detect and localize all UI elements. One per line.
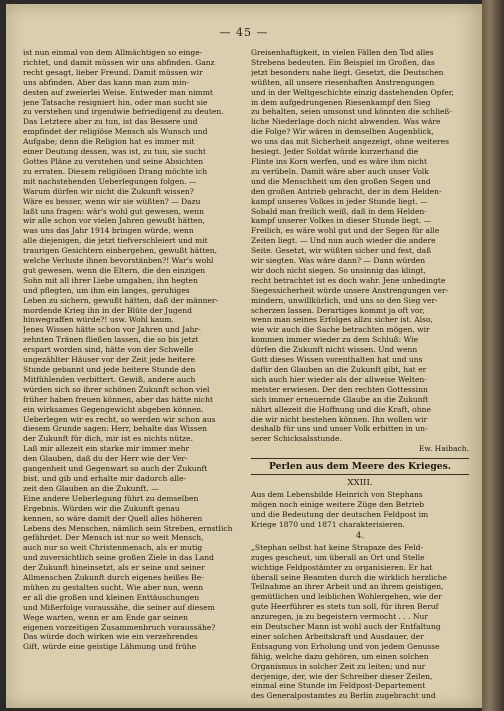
text-line: einer Deutung dessen, was ist, zu tun, sie sucht <box>23 147 206 157</box>
text-line: Aus dem Lebensbilde Heinrich von Stephans <box>251 490 423 500</box>
text-line: und in der Weltgeschichte einzig dastehenden Opfer, <box>251 87 454 97</box>
section-number: XXIII. <box>347 478 373 489</box>
text-line: serer Schicksalsstunde. <box>251 434 342 444</box>
text-line: er all die großen und kleinen Enttäuschungen <box>23 592 200 602</box>
text-line: ungezählter Häuser vor der Zeit jede heitere <box>23 355 196 365</box>
text-line: empfindet der religiöse Mensch als Wunsch und <box>23 127 208 137</box>
text-line: hinwegraffen würde?! usw. Wohl kaum. <box>23 315 174 325</box>
text-line: Das Letztere aber zu tun, ist das Bessere und <box>23 117 198 127</box>
text-line: und die Bedeutung der deutschen Feldpost im <box>251 509 429 519</box>
text-line: Freilich, es wäre wohl gut und der Segen für alle <box>251 226 440 236</box>
text-line: die Folge? Wir wären in demselben Augenblick, <box>251 127 434 137</box>
text-line: zu verübeln. Damit wäre aber auch unser Volk <box>251 166 429 176</box>
author-signature: Ew. Haibach. <box>418 444 469 454</box>
text-line: wichtige Feldpostämter zu organisieren. Er hat <box>251 562 433 572</box>
page-number: — 45 — <box>219 26 269 39</box>
text-line: Gottes Pläne zu verstehen und seine Absichten <box>23 156 204 166</box>
text-line: zuges gescheut, um überall an Ort und Stelle <box>251 552 425 562</box>
text-line: Organismus in solcher Zeit zu leiten; und nur <box>251 661 426 671</box>
text-line: dürfen die Zukunft nicht wissen. Und wenn <box>251 345 418 355</box>
text-line: derjenige, der, wie der Schreiber dieser Zeilen, <box>251 671 433 681</box>
text-line: ein Deutscher Mann ist wohl auch der Entfaltung <box>251 622 441 632</box>
right-column <box>251 48 469 701</box>
text-line: Stunde gebannt und jede heitere Stunde den <box>23 365 196 374</box>
text-line: „Stephan selbst hat keine Strapaze des Feld- <box>251 542 424 552</box>
text-line: anzuregen, ja zu begeistern vermocht . . . Nur <box>251 612 428 622</box>
text-line: nährt allezeit die Hoffnung und die Kraft, ohne <box>251 404 431 414</box>
text-line: würden sich so ihrer schönen Zukunft schon viel <box>23 384 210 394</box>
text-line: deshalb für uns und unser Volk erbitten in un- <box>251 424 428 434</box>
text-line: gut gewesen, wenn die Eltern, die den einzigen <box>23 265 206 275</box>
text-line: kampf unseres Volkes in jeder Stunde liegt. — <box>251 196 428 206</box>
text-line: zeit den Glauben an die Zukunft. — <box>23 483 159 493</box>
text-line: ist nun einmal von dem Allmächtigen so einge- <box>23 48 203 57</box>
text-line: Teilnahme an ihrer Arbeit und an ihrem geistigen, <box>251 582 444 592</box>
text-line: wir siegten. Was wäre dann? — Dann würden <box>251 256 426 266</box>
text-line: Mitfühlenden verbittert. Gewiß, andere auch <box>23 374 196 384</box>
text-line: und pflegten, um ihm ein langes, geruhiges <box>23 285 190 295</box>
text-line: der Zukunft hineinsetzt, als er seine und seiner <box>23 563 205 573</box>
text-line: den Glauben, daß du der Herr wie der Ver- <box>23 454 188 464</box>
text-line: Wäre es besser, wenn wir sie wüßten? — Dazu <box>23 196 201 206</box>
text-line: den großen Antrieb gebracht, der in dem Helden- <box>251 186 442 196</box>
text-line: meister erwiesen. Der den rechten Gottessinn <box>251 384 428 394</box>
text-line: der Zukunft für dich, mir ist es nichts nütze. <box>23 434 194 444</box>
text-line: auch nur so weit Christenmensch, als er mutig <box>23 543 203 553</box>
text-line: Wege warten, wenn er am Ende gar seinen <box>23 612 188 622</box>
text-line: in dem aufgedrungenen Riesenkampf den Sieg <box>251 97 431 107</box>
text-line: recht gesagt, lieber Freund. Damit müssen wir <box>23 67 203 77</box>
text-line: Entsagung von Erholung und von jedem Genusse <box>251 641 440 651</box>
text-line: welche Verluste ihnen bevorstänben?! War's wohl <box>23 256 214 266</box>
text-line: Sobald man freilich weiß, daß in dem Helden- <box>251 206 427 216</box>
text-line: erspart worden sind, hätte von der Schwelle <box>23 345 194 355</box>
text-line: und Mißerfolge voraussähe, die seiner auf diesem <box>23 602 215 612</box>
text-line: zu behalten, seien umsonst und könnten die schließ- <box>251 107 453 117</box>
text-line: früher haben freuen können, aber das hätte nicht <box>23 394 214 404</box>
section-intro <box>251 490 469 530</box>
text-line: Zeiten liegt. — Und nun auch wieder die andere <box>251 236 436 246</box>
text-line: gemütlichen und leiblichen Wohlergehen, wie der <box>251 592 442 602</box>
text-line: Greisenhaftigkeit, in vielen Fällen den Tod alles <box>251 48 434 57</box>
text-line: desten auf zweierlei Weise. Entweder man nimmt <box>23 87 213 97</box>
text-line: jetzt besonders nahe liegt. Gesetzt, die Deutschen <box>251 67 444 77</box>
text-line: liche Niederlage doch nicht abwenden. Was wäre <box>251 117 441 127</box>
book-page <box>6 4 482 708</box>
text-line: zehnten Tränen fließen lassen, die so bis jetzt <box>23 335 199 345</box>
text-line: recht betrachtet ist es doch wahr. Jene unbedingte <box>251 275 446 285</box>
text-line: besiegt. Jeder Soldat würde kurzerhand die <box>251 147 419 157</box>
text-line: wir doch nicht siegen. So unsinnig das klingt, <box>251 265 426 275</box>
text-line: wie wir auch die Sache betrachten mögen, wir <box>251 325 430 335</box>
text-line: diesem Grunde sagen: Herr, behalte das Wissen <box>23 424 208 434</box>
text-line: gangenheit und Gegenwart so auch der Zukunft <box>23 464 208 474</box>
text-line: dafür den Glauben an die Zukunft gibt, hat er <box>251 365 427 374</box>
text-line: bist, und gib und erhalte mir dadurch alle- <box>23 473 187 483</box>
book-binding <box>482 0 504 711</box>
text-line: Laß mir allezeit ein starke mir immer mehr <box>23 444 190 454</box>
text-line: und die Menschheit um den großen Segen und <box>251 176 431 186</box>
text-line: Seite. Gesetzt, wir wüßten sicher und fest, daß <box>251 246 432 256</box>
text-line: und zuversichtlich seine großen Ziele in das Land <box>23 553 214 563</box>
section-body <box>251 543 469 702</box>
text-line: einmal eine Stunde im Feldpost-Departement <box>251 681 426 691</box>
text-line: mögen noch einige weitere Züge den Betrieb <box>251 500 425 510</box>
text-line: traurigen Gesichtern einhergehen, gewußt hätten, <box>23 246 218 256</box>
text-line: mordende Krieg ihn in der Blüte der Jugend <box>23 305 192 315</box>
text-line: richtet, und damit müssen wir uns abfinden. Ganz <box>23 57 215 67</box>
text-line: mindern, unwillkürlich, und uns so den Sieg ver- <box>251 295 438 305</box>
text-line: überall seine Beamten durch die wirklich herzliche <box>251 572 447 582</box>
text-line: scherzen lassen. Derartiges kommt ja oft vor, <box>251 305 425 315</box>
text-line: einer solchen Arbeitskraft und Ausdauer, der <box>251 631 424 641</box>
text-line: Aufgabe; denn die Religion hat es immer mit <box>23 137 195 147</box>
text-line: gute Heerführer es stets tun soll, für ihren Beruf <box>251 602 439 612</box>
text-line: Warum dürfen wir nicht die Zukunft wissen? <box>23 186 194 196</box>
text-line: Eine andere Ueberlegung führt zu demselben <box>23 493 199 503</box>
text-line: wüßten, all unsere riesenhaften Anstrengungen <box>251 77 435 87</box>
text-line: mit nachstehenden Ueberlegungen folgen. — <box>23 176 197 186</box>
text-line: des Generalpostamtes zu Berlin zugebracht und <box>251 691 436 701</box>
text-line: Lebens des Menschen, nämlich sein Streben, ernstlich <box>23 523 233 533</box>
text-line: uns abfinden. Aber das kann man zum min- <box>23 77 190 87</box>
text-line: Jenes Wissen hätte schon vor Jahren und Jahr- <box>23 325 201 335</box>
text-line: fähig, welche dazu gehören, um einen solchen <box>251 651 429 661</box>
text-line: die wir nicht bestehen können. Ihn wollen wir <box>251 414 428 424</box>
text-line: Das würde doch wirken wie ein verzehrendes <box>23 632 198 642</box>
text-line: zu erraten. Diesem religiösen Drang möchte ich <box>23 166 208 176</box>
text-line: Gift, würde eine geistige Lähmung und frühe <box>23 642 197 652</box>
text-line: Siegessicherheit würde unsere Anstrengungen ver- <box>251 285 449 295</box>
text-line: wo uns das mit Sicherheit angezeigt, ohne weiteres <box>251 137 450 147</box>
text-line: laßt uns fragen: wär's wohl gut gewesen, wenn <box>23 206 204 216</box>
text-line: Leben zu sichern, gewußt hätten, daß der männer- <box>23 295 219 305</box>
text-line: kommen immer wieder zu dem Schluß: Wie <box>251 335 419 345</box>
right-column-text <box>251 48 469 444</box>
text-line: wir alle schon vor vielen Jahren gewußt hätten, <box>23 216 205 226</box>
subsection-number: 4. <box>355 530 365 541</box>
text-line: Strebens bedeuten. Ein Beispiel im Großen, das <box>251 57 435 67</box>
text-line: Kriege 1870 und 1871 charakterisieren. <box>251 519 405 529</box>
text-line: alle diejenigen, die jetzt tiefverschleiert und mit <box>23 236 208 246</box>
text-line: Gott dieses Wissen vorenthalten hat und uns <box>251 355 423 365</box>
text-line: wenn man seines Erfolges allzu sicher ist. Also, <box>251 315 433 325</box>
text-line: gefährdet. Der Mensch ist nur so weit Mensch, <box>23 533 204 543</box>
text-line: Ergebnis. Würden wir die Zukunft genau <box>23 503 180 513</box>
text-line: was uns das Jahr 1914 bringen würde, wenn <box>23 226 194 236</box>
text-line: zu verstehen und irgendwie befriedigend zu deuten. <box>23 107 224 117</box>
left-column <box>23 48 241 652</box>
text-line: Allmenschen Zukunft durch eigenes heißes Be- <box>23 573 204 583</box>
text-line: Ueberlegen wir es recht, so werden wir schon aus <box>23 414 216 424</box>
section-header: Perlen aus dem Meere des Krieges. <box>251 458 469 475</box>
text-line: mühen zu gestalten sucht. Wie aber nun, wenn <box>23 582 204 592</box>
text-line: sich immer erneuernde Glaube an die Zukunft <box>251 394 429 404</box>
text-line: jene Tatsache resigniert hin, oder man sucht sie <box>23 97 208 107</box>
text-line: Sohn mit all ihrer Liebe umgaben, ihn hegten <box>23 275 198 285</box>
text-line: Flinte ins Korn werfen, und es wäre ihm nicht <box>251 156 428 166</box>
text-line: ein wirksames Gegengewicht abgeben können. <box>23 404 204 414</box>
text-line: kennen, so wäre damit der Quell alles höheren <box>23 513 203 523</box>
text-line: eigenen vorzeitigen Zusammenbruch voraussähe? <box>23 622 216 632</box>
text-line: kampf unserer Volkes in dieser Stunde liegt. — <box>251 216 432 226</box>
text-line: sich auch hier wieder als der allweise Welten- <box>251 374 427 384</box>
